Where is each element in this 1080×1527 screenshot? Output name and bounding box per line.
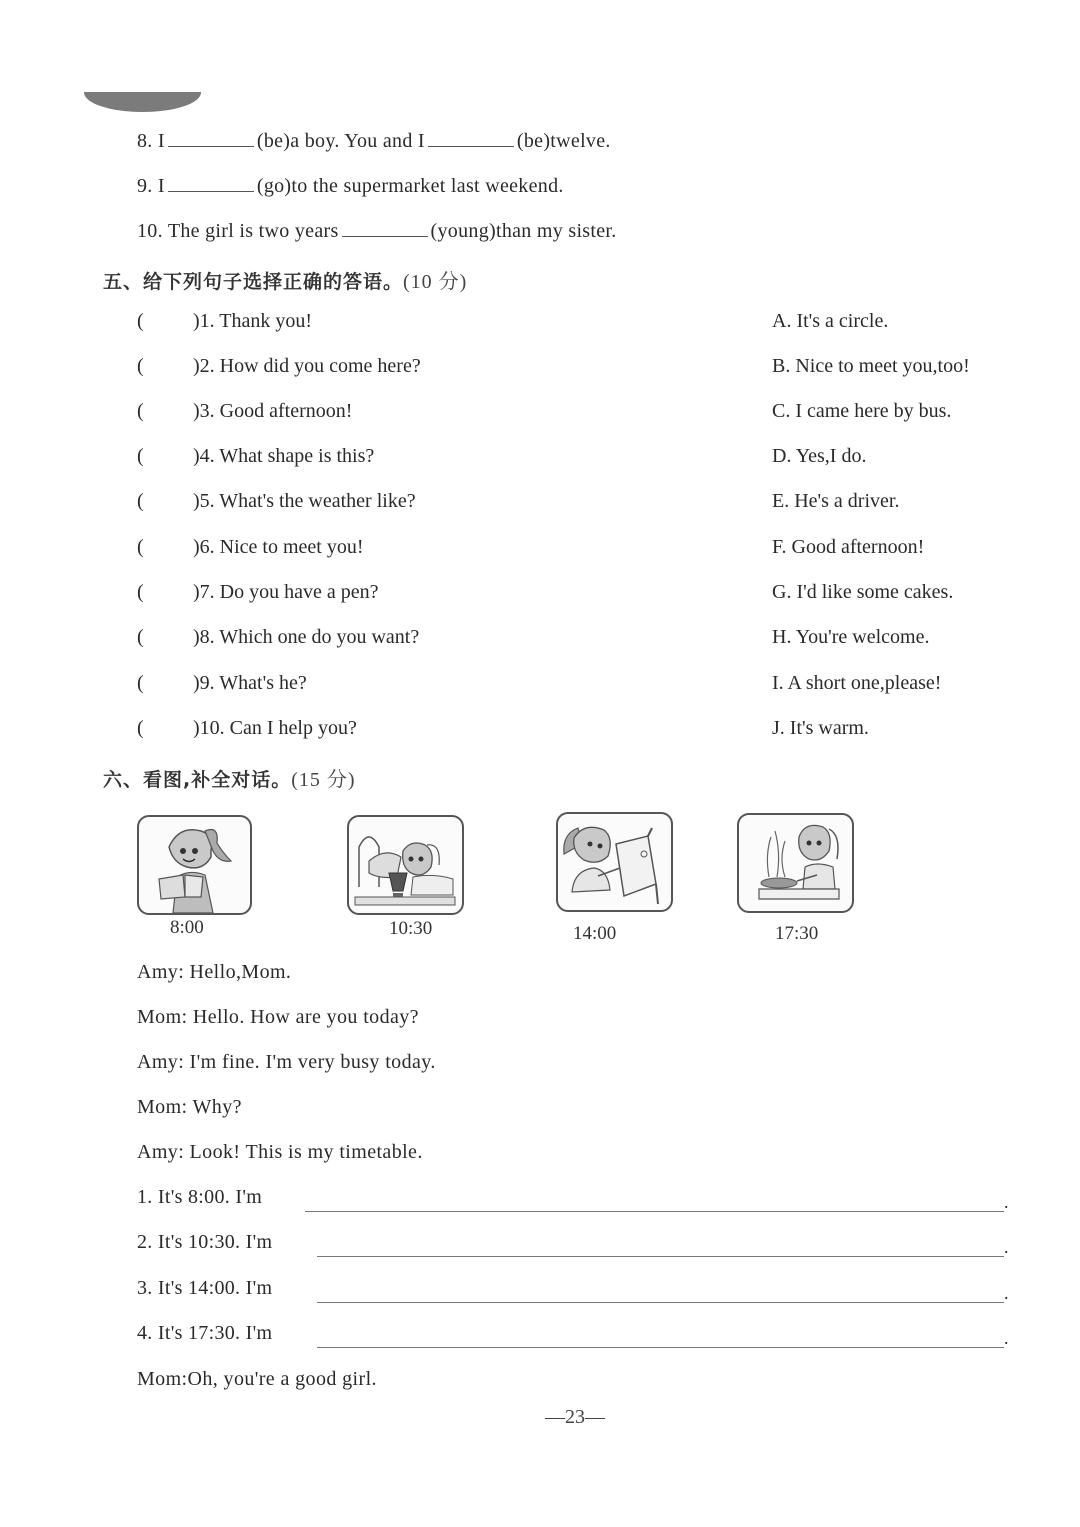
- answer-option: D. Yes,I do.: [772, 445, 867, 467]
- section-5-heading: [103, 265, 467, 294]
- section-title: 五、给下列句子选择正确的答语。: [103, 271, 404, 293]
- answer-prompt: 2. It's 10:30. I'm: [137, 1231, 273, 1253]
- dialogue-line: Amy: Hello,Mom.: [137, 961, 292, 983]
- item-text: (young)than my sister.: [430, 220, 617, 242]
- answer-paren-blank[interactable]: (: [137, 355, 144, 377]
- answer-option: I. A short one,please!: [772, 672, 942, 694]
- answer-blank[interactable]: [428, 128, 514, 147]
- answer-line-input[interactable]: [317, 1302, 1004, 1303]
- fill-in-item-8: [137, 128, 611, 153]
- answer-option: E. He's a driver.: [772, 490, 900, 512]
- dialogue-closing: Mom:Oh, you're a good girl.: [137, 1368, 377, 1390]
- question-text: )1. Thank you!: [193, 310, 313, 332]
- item-text: (be)a boy. You and I: [256, 130, 425, 152]
- answer-option: B. Nice to meet you,too!: [772, 355, 970, 377]
- question-text: )10. Can I help you?: [193, 717, 357, 739]
- answer-option: A. It's a circle.: [772, 310, 889, 332]
- answer-option: J. It's warm.: [772, 717, 869, 739]
- item-text: 8. I: [137, 130, 165, 152]
- question-text: )4. What shape is this?: [193, 445, 375, 467]
- answer-paren-blank[interactable]: (: [137, 310, 144, 332]
- picture-time-label: 8:00: [170, 917, 204, 938]
- section-points: (10 分): [403, 271, 468, 293]
- answer-paren-blank[interactable]: (: [137, 400, 144, 422]
- answer-paren-blank[interactable]: (: [137, 626, 144, 648]
- dialogue-line: Mom: Hello. How are you today?: [137, 1006, 419, 1028]
- answer-prompt: 4. It's 17:30. I'm: [137, 1322, 273, 1344]
- answer-paren-blank[interactable]: (: [137, 581, 144, 603]
- answer-paren-blank[interactable]: (: [137, 445, 144, 467]
- item-text: (be)twelve.: [516, 130, 611, 152]
- question-text: )9. What's he?: [193, 672, 307, 694]
- question-text: )3. Good afternoon!: [193, 400, 353, 422]
- picture-time-label: 17:30: [775, 923, 819, 944]
- answer-line-input[interactable]: [317, 1256, 1004, 1257]
- answer-blank[interactable]: [168, 128, 254, 147]
- answer-period: .: [1004, 1192, 1009, 1212]
- page-tab-decoration: [84, 92, 201, 112]
- answer-prompt: 1. It's 8:00. I'm: [137, 1186, 263, 1208]
- answer-prompt: 3. It's 14:00. I'm: [137, 1277, 273, 1299]
- answer-paren-blank[interactable]: (: [137, 672, 144, 694]
- section-6-heading: [103, 763, 356, 792]
- page-number: —23—: [545, 1406, 605, 1428]
- question-text: )6. Nice to meet you!: [193, 536, 364, 558]
- answer-blank[interactable]: [342, 218, 428, 237]
- answer-period: .: [1004, 1237, 1009, 1257]
- question-text: )8. Which one do you want?: [193, 626, 420, 648]
- answer-option: H. You're welcome.: [772, 626, 930, 648]
- item-text: 10. The girl is two years: [137, 220, 339, 242]
- picture-time-label: 14:00: [573, 923, 617, 944]
- girl-in-bed-icon: [347, 815, 464, 915]
- answer-blank[interactable]: [168, 173, 254, 192]
- picture-time-label: 10:30: [389, 918, 433, 939]
- answer-paren-blank[interactable]: (: [137, 717, 144, 739]
- girl-reading-icon: [137, 815, 252, 915]
- girl-painting-icon: [556, 812, 673, 912]
- section-title: 六、看图,补全对话。: [103, 769, 292, 791]
- section-points: (15 分): [291, 769, 356, 791]
- answer-paren-blank[interactable]: (: [137, 536, 144, 558]
- question-text: )2. How did you come here?: [193, 355, 421, 377]
- dialogue-line: Mom: Why?: [137, 1096, 242, 1118]
- fill-in-item-10: [137, 218, 617, 243]
- question-text: )7. Do you have a pen?: [193, 581, 379, 603]
- fill-in-item-9: [137, 173, 564, 198]
- answer-line-input[interactable]: [305, 1211, 1004, 1212]
- girl-cooking-icon: [737, 813, 854, 913]
- answer-option: F. Good afternoon!: [772, 536, 925, 558]
- question-text: )5. What's the weather like?: [193, 490, 416, 512]
- answer-option: G. I'd like some cakes.: [772, 581, 954, 603]
- item-text: (go)to the supermarket last weekend.: [256, 175, 564, 197]
- answer-period: .: [1004, 1283, 1009, 1303]
- item-text: 9. I: [137, 175, 165, 197]
- answer-line-input[interactable]: [317, 1347, 1004, 1348]
- answer-paren-blank[interactable]: (: [137, 490, 144, 512]
- dialogue-line: Amy: I'm fine. I'm very busy today.: [137, 1051, 436, 1073]
- answer-option: C. I came here by bus.: [772, 400, 952, 422]
- answer-period: .: [1004, 1328, 1009, 1348]
- dialogue-line: Amy: Look! This is my timetable.: [137, 1141, 423, 1163]
